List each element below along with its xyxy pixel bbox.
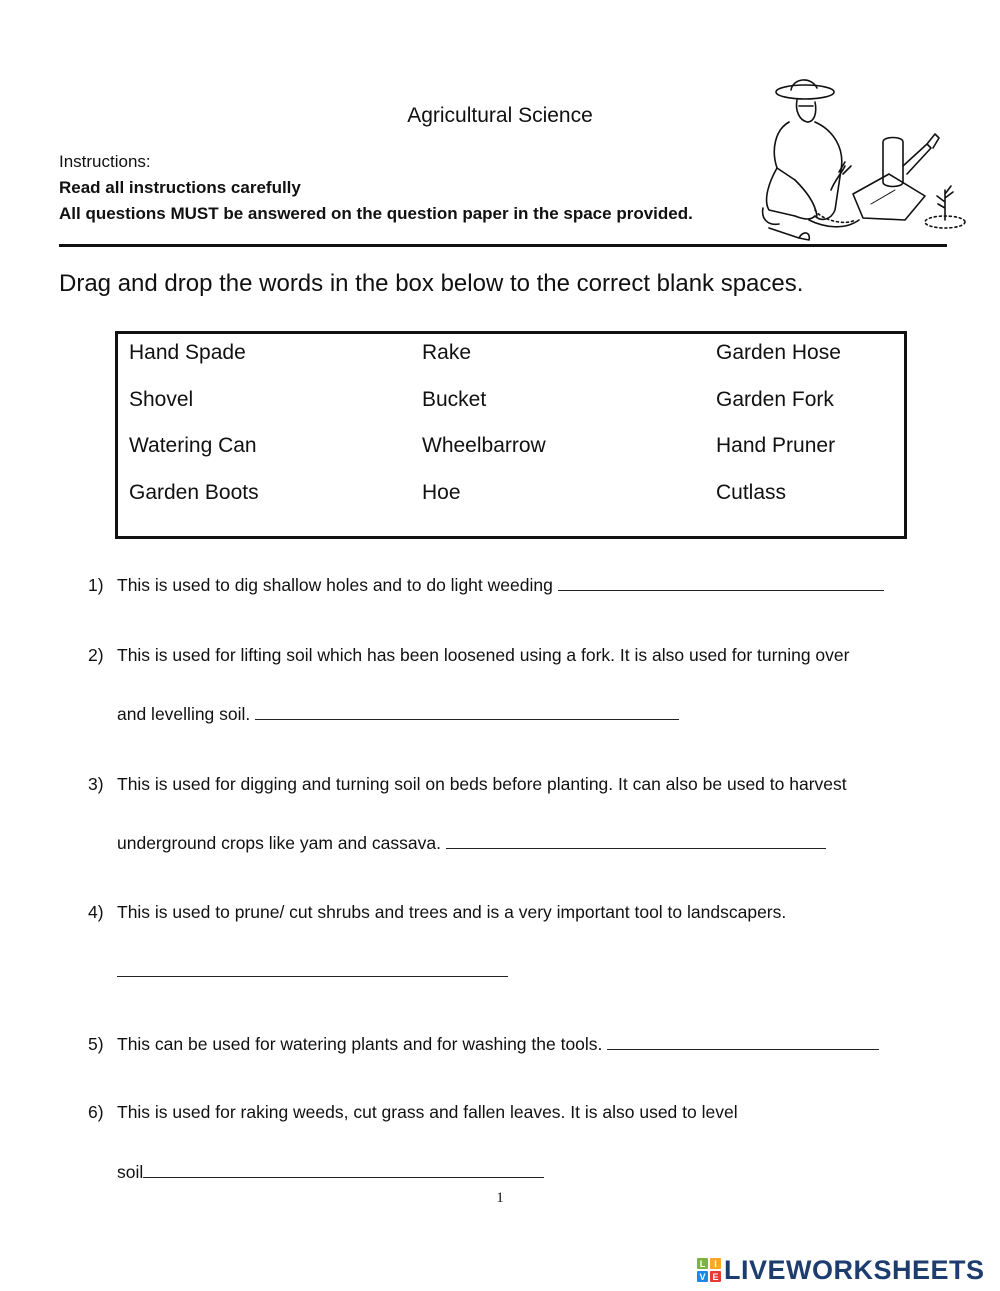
instruction-line-2: All questions MUST be answered on the question paper in the space provided.: [59, 204, 693, 223]
word-chip[interactable]: Wheelbarrow: [422, 434, 546, 457]
question-number: 5): [88, 1034, 104, 1054]
question-5: [88, 1031, 879, 1055]
lead-instruction: Drag and drop the words in the box below to the correct blank spaces.: [59, 270, 804, 297]
logo-square: L: [697, 1258, 708, 1269]
gardener-illustration: [755, 70, 970, 245]
worksheet-title: Agricultural Science: [407, 104, 593, 127]
logo-text: LIVEWORKSHEETS: [724, 1254, 985, 1285]
word-chip[interactable]: Cutlass: [716, 481, 787, 504]
word-bank: [115, 331, 907, 539]
question-6: [88, 1102, 738, 1123]
question-text: This is used for lifting soil which has been loosened using a fork. It is also used for turning over: [117, 645, 850, 665]
answer-blank-2[interactable]: [255, 701, 679, 720]
question-text: underground crops like yam and cassava.: [117, 833, 441, 853]
answer-blank-5[interactable]: [607, 1031, 879, 1050]
question-text: This is used to prune/ cut shrubs and trees and is a very important tool to landscapers.: [117, 902, 787, 922]
question-number: 2): [88, 645, 104, 665]
word-chip[interactable]: Hoe: [422, 481, 461, 504]
answer-blank-1[interactable]: [558, 572, 884, 591]
header-divider: [59, 244, 947, 247]
question-2-continuation: [117, 701, 679, 725]
word-chip[interactable]: Hand Pruner: [716, 434, 836, 457]
question-4: [88, 902, 786, 923]
question-4-continuation: [117, 958, 508, 982]
question-number: 4): [88, 902, 104, 922]
logo-squares-icon: [697, 1258, 721, 1282]
question-text: soil: [117, 1162, 144, 1182]
question-text: This is used for digging and turning soil on beds before planting. It can also be used to harvest: [117, 774, 847, 794]
liveworksheets-logo[interactable]: [697, 1255, 985, 1285]
question-number: 3): [88, 774, 104, 794]
question-2: [88, 645, 849, 666]
word-chip[interactable]: Shovel: [129, 388, 194, 411]
logo-square: E: [710, 1271, 721, 1282]
word-chip[interactable]: Garden Fork: [716, 388, 834, 411]
logo-square: V: [697, 1271, 708, 1282]
question-3-continuation: [117, 830, 826, 854]
question-text: This is used for raking weeds, cut grass and fallen leaves. It is also used to level: [117, 1102, 738, 1122]
answer-blank-6[interactable]: [143, 1159, 544, 1178]
question-text: This is used to dig shallow holes and to do light weeding: [117, 575, 553, 595]
instruction-line-1: Read all instructions carefully: [59, 178, 301, 197]
word-chip[interactable]: Rake: [422, 341, 472, 364]
question-number: 1): [88, 575, 104, 595]
answer-blank-3[interactable]: [446, 830, 826, 849]
page-number: 1: [496, 1190, 504, 1206]
question-6-continuation: [117, 1159, 544, 1183]
instructions-label: Instructions:: [59, 152, 151, 171]
question-3: [88, 774, 847, 795]
word-chip[interactable]: Garden Boots: [129, 481, 259, 504]
question-1: [88, 572, 884, 596]
word-chip[interactable]: Hand Spade: [129, 341, 246, 364]
question-text: and levelling soil.: [117, 704, 251, 724]
word-chip[interactable]: Garden Hose: [716, 341, 841, 364]
logo-square: I: [710, 1258, 721, 1269]
answer-blank-4[interactable]: [117, 958, 508, 977]
question-text: This can be used for watering plants and for washing the tools.: [117, 1034, 603, 1054]
word-chip[interactable]: Bucket: [422, 388, 487, 411]
question-number: 6): [88, 1102, 104, 1122]
word-chip[interactable]: Watering Can: [129, 434, 257, 457]
